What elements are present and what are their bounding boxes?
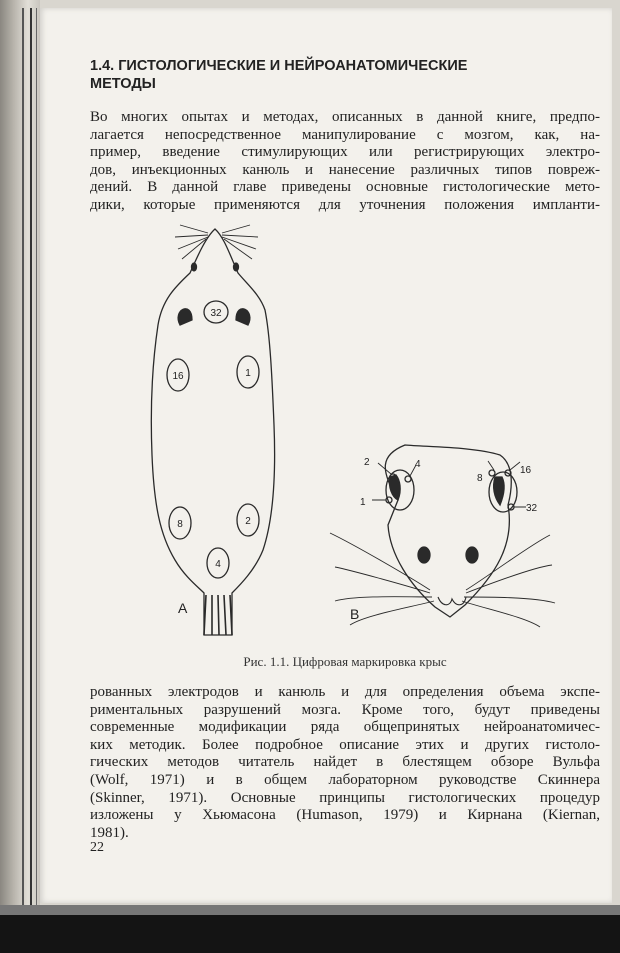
section-heading [90, 57, 560, 93]
panel-b-label: В [350, 606, 360, 622]
rat-body-top-view [151, 225, 274, 635]
mark-label: 2 [245, 516, 251, 527]
text-line: гических методов читатель найдет в блестящем обзоре Вульфа [90, 754, 600, 771]
text-line: изложены у Хьюмасона (Humason, 1979) и Кирнана (Kiernan, [90, 807, 600, 824]
text-line: (Wolf, 1971) и в общем лабораторном руководстве Скиннера [90, 771, 600, 788]
spine-edge-line [22, 8, 24, 913]
heading-line: МЕТОДЫ [90, 76, 156, 92]
paragraph-continued [90, 684, 600, 842]
text-line: риментальных разрушений мозга. Кроме того, будут приведены [90, 701, 600, 718]
mark-label: 1 [360, 497, 366, 508]
paragraph-intro [90, 109, 600, 215]
text-line: дики, которые применяются для уточнения положения импланти- [90, 196, 600, 213]
text-line: (Skinner, 1971). Основные принципы гистологических процедур [90, 789, 600, 806]
mark-label: 16 [172, 371, 184, 382]
page-bottom-edge [0, 905, 620, 915]
mark-label: 32 [526, 503, 538, 514]
mark-label: 4 [415, 459, 421, 470]
mark-label: 4 [215, 559, 221, 570]
mark-label: 1 [245, 368, 251, 379]
figure-caption: Рис. 1.1. Цифровая маркировка крыс [243, 654, 447, 669]
figure-rat-marking [120, 215, 570, 645]
text-line: пример, введение стимулирующих или регистрирующих электро- [90, 144, 600, 161]
text-line: рованных электродов и канюль и для определения объема экспе- [90, 684, 600, 700]
panel-a-label: А [178, 600, 188, 616]
mark-label: 16 [520, 465, 532, 476]
text-line: 1981). [90, 824, 129, 841]
text-line: ких методик. Более подробное описание этих и других гистоло- [90, 736, 600, 753]
scan-background [0, 915, 620, 953]
heading-line: 1.4. ГИСТОЛОГИЧЕСКИЕ И НЕЙРОАНАТОМИЧЕСКИЕ [90, 58, 468, 74]
page-number: 22 [90, 840, 104, 855]
rat-marking-illustration [120, 215, 570, 645]
book-spine-shadow [0, 0, 40, 953]
text-line: лагается непосредственное манипулирование с мозгом, как, на- [90, 126, 600, 143]
text-line: дов, инъекционных канюль и нанесение различных типов повреж- [90, 161, 600, 178]
spine-edge-line [36, 8, 37, 913]
text-line: дений. В данной главе приведены основные гистологические мето- [90, 179, 600, 196]
text-line: современные модификации ряда общепринятых нейроанатомичес- [90, 719, 600, 736]
spine-edge-line [30, 8, 32, 913]
mark-label: 2 [364, 457, 370, 468]
mark-label: 32 [210, 308, 222, 319]
mark-label: 8 [177, 519, 183, 530]
text-line: Во многих опытах и методах, описанных в данной книге, предпо- [90, 109, 600, 125]
mark-label: 8 [477, 473, 483, 484]
